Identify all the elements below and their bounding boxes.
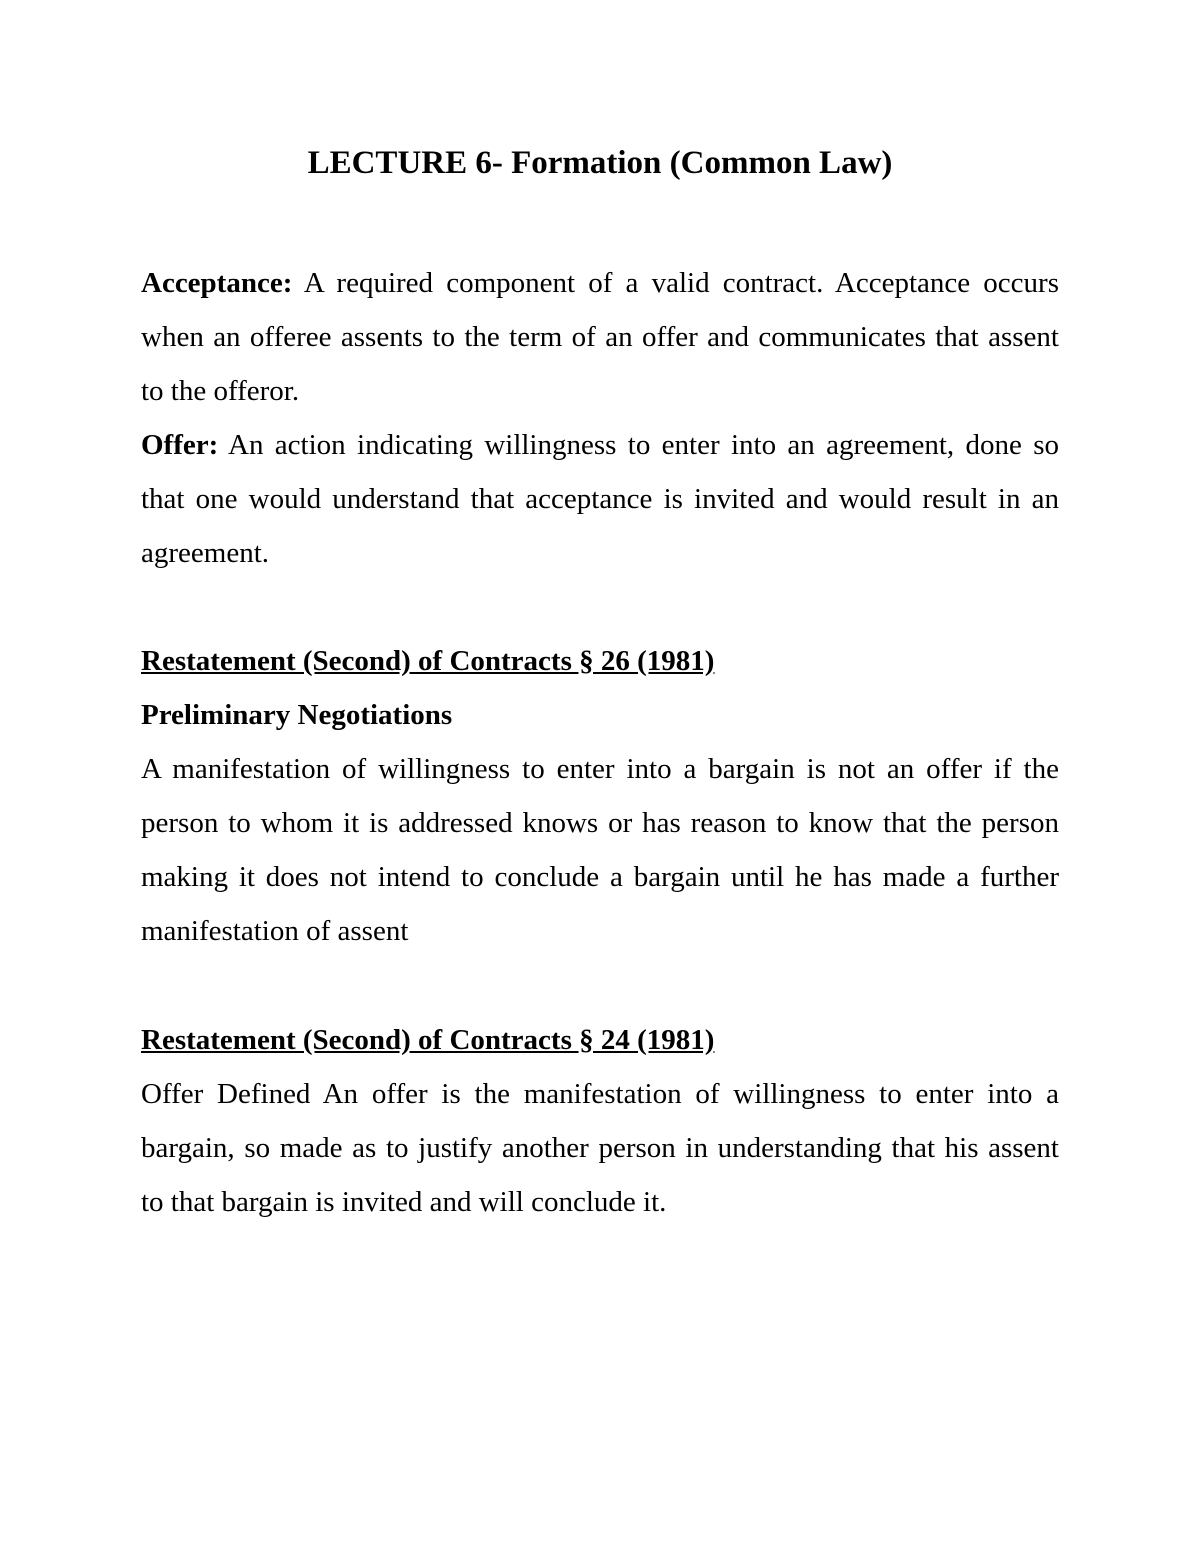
definition-term: Offer: xyxy=(141,429,219,461)
section-subheading: Preliminary Negotiations xyxy=(141,699,453,731)
section-body: A manifestation of willingness to enter into a bargain is not an offer if the person to whom it is addressed knows or has reason to know that the person making it does not intend to conclude a bargain until he has made a further manifestation of assent xyxy=(141,753,1059,947)
restatement-section-24 xyxy=(141,1013,1059,1229)
restatement-section-26 xyxy=(141,634,1059,958)
document-title: LECTURE 6- Formation (Common Law) xyxy=(307,145,893,181)
definition-term: Acceptance: xyxy=(141,267,293,299)
definitions-block xyxy=(141,256,1059,580)
definition-acceptance xyxy=(141,256,1059,418)
definition-offer xyxy=(141,418,1059,580)
section-heading: Restatement (Second) of Contracts § 24 (1981) xyxy=(141,1024,715,1056)
section-body: Offer Defined An offer is the manifestation of willingness to enter into a bargain, so made as to justify another person in understanding that his assent to that bargain is invited and will conclude it. xyxy=(141,1078,1059,1218)
section-heading: Restatement (Second) of Contracts § 26 (1981) xyxy=(141,645,715,677)
definition-text: An action indicating willingness to enter into an agreement, done so that one would understand that acceptance is invited and would result in an agreement. xyxy=(141,429,1059,569)
definition-text: A required component of a valid contract. Acceptance occurs when an offeree assents to the term of an offer and communicates that assent to the offeror. xyxy=(141,267,1059,407)
